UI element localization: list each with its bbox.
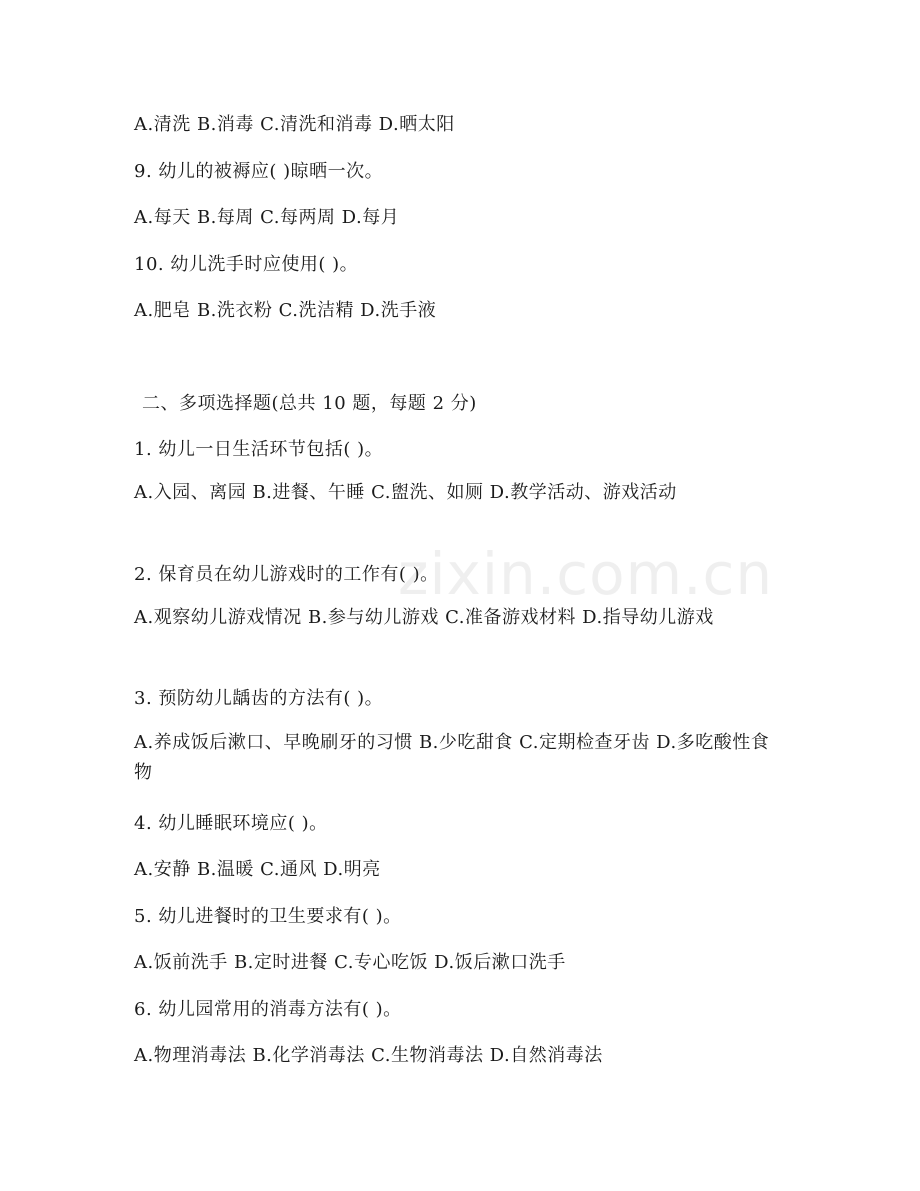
q8-options: A.清洗 B.消毒 C.清洗和消毒 D.晒太阳 (134, 114, 455, 135)
mc6-options: A.物理消毒法 B.化学消毒法 C.生物消毒法 D.自然消毒法 (134, 1045, 603, 1066)
mc-question-3: 3. 预防幼儿龋齿的方法有( )。 (134, 688, 384, 709)
mc-question-2: 2. 保育员在幼儿游戏时的工作有( )。 (134, 564, 439, 585)
q10-options: A.肥皂 B.洗衣粉 C.洗洁精 D.洗手液 (134, 300, 437, 321)
mc-question-6: 6. 幼儿园常用的消毒方法有( )。 (134, 999, 402, 1020)
question-9: 9. 幼儿的被褥应( )晾晒一次。 (134, 161, 384, 182)
mc-question-5: 5. 幼儿进餐时的卫生要求有( )。 (134, 906, 402, 927)
mc1-options: A.入园、离园 B.进餐、午睡 C.盥洗、如厕 D.教学活动、游戏活动 (134, 482, 677, 503)
section-heading-multiple-choice: 二、多项选择题(总共 10 题，每题 2 分) (142, 393, 477, 414)
mc-question-4: 4. 幼儿睡眠环境应( )。 (134, 813, 328, 834)
question-10: 10. 幼儿洗手时应使用( )。 (134, 254, 359, 275)
mc-question-1: 1. 幼儿一日生活环节包括( )。 (134, 439, 384, 460)
mc4-options: A.安静 B.温暖 C.通风 D.明亮 (134, 859, 381, 880)
q9-options: A.每天 B.每周 C.每两周 D.每月 (134, 207, 400, 228)
mc2-options: A.观察幼儿游戏情况 B.参与幼儿游戏 C.准备游戏材料 D.指导幼儿游戏 (134, 607, 714, 628)
mc5-options: A.饭前洗手 B.定时进餐 C.专心吃饭 D.饭后漱口洗手 (134, 952, 566, 973)
watermark: zixin.com.cn (398, 540, 774, 608)
mc3-options: A.养成饭后漱口、早晚刷牙的习惯 B.少吃甜食 C.定期检查牙齿 D.多吃酸性食物 (134, 732, 770, 783)
